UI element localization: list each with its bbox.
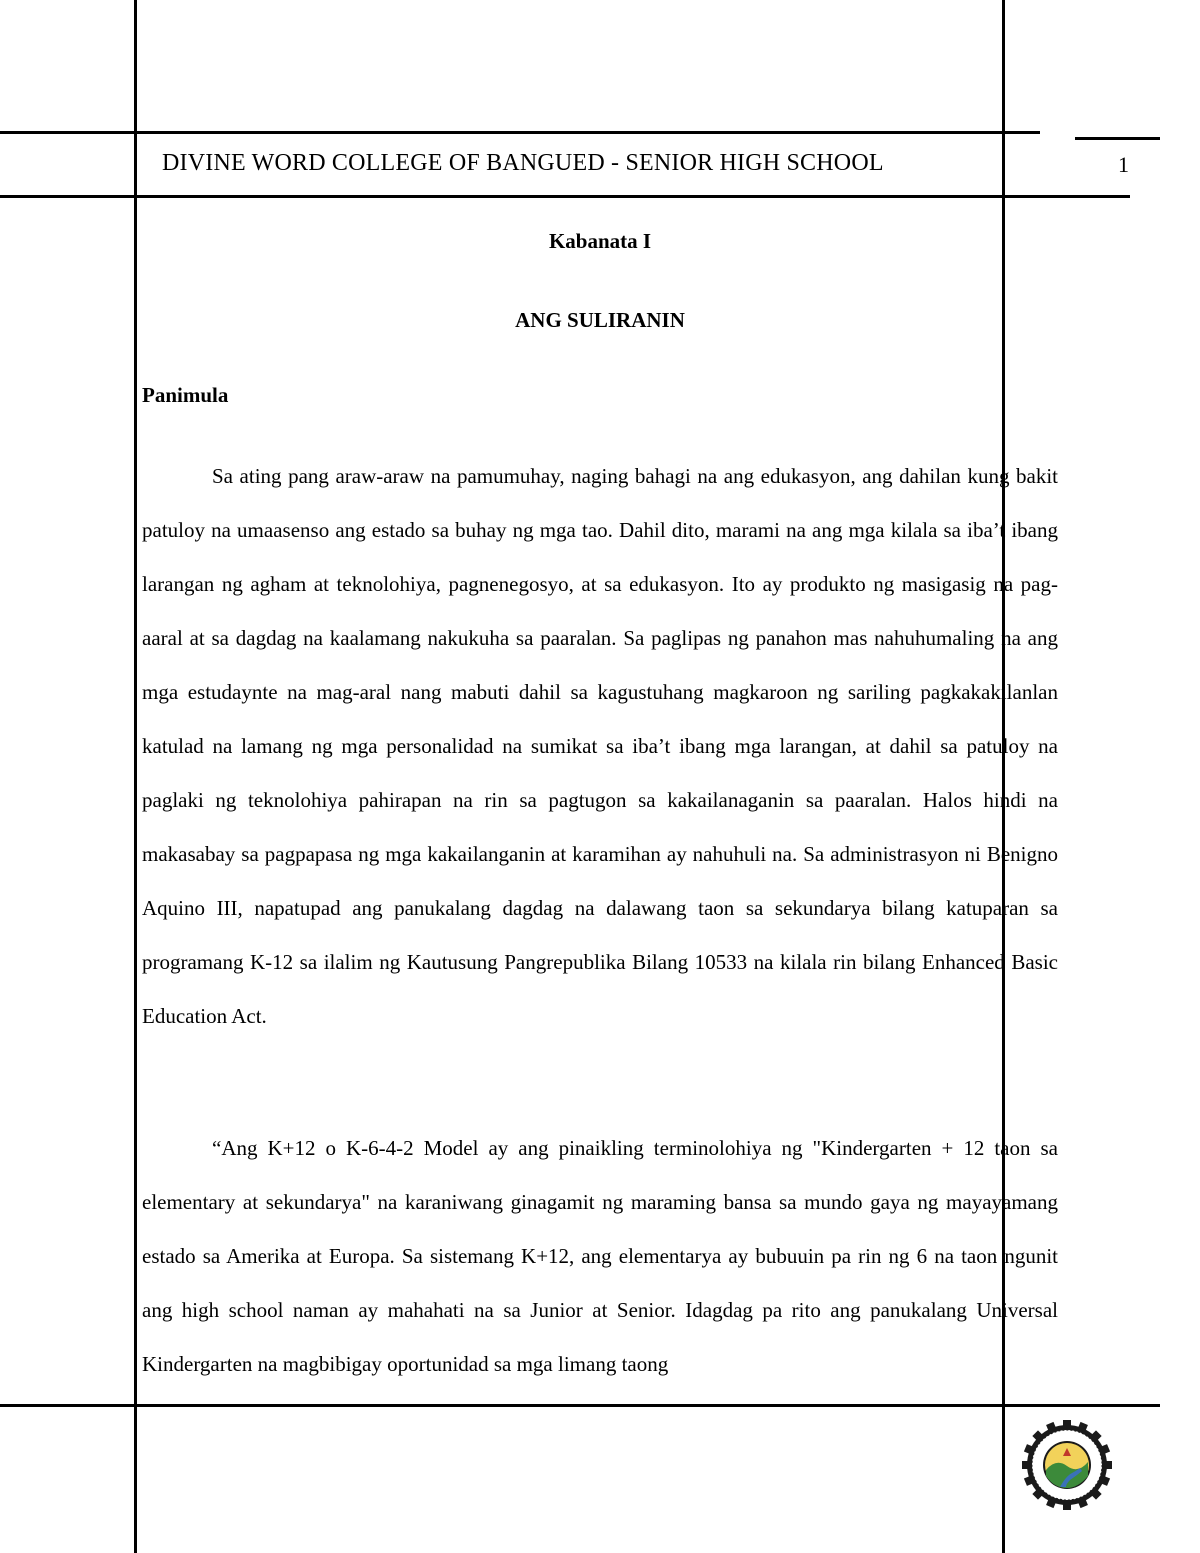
footer-rule (0, 1404, 1160, 1407)
chapter-number: Kabanata I (548, 229, 652, 253)
top-rule-right (1075, 137, 1160, 140)
page-number: 1 (1118, 152, 1129, 177)
header-bottom-rule (0, 195, 1130, 198)
document-header: DIVINE WORD COLLEGE OF BANGUED - SENIOR HIGH SCHOOL (162, 150, 884, 176)
school-seal-graphic (1020, 1418, 1114, 1512)
body-paragraph: “Ang K+12 o K-6-4-2 Model ay ang pinaikling terminolohiya ng "Kindergarten + 12 taon sa elementary at sekundarya" na karaniwang ginagamit ng maraming bansa sa mundo gaya ng mayayamang estado sa Amerika at Europa. Sa sistemang K+12, ang elementarya ay bubuuin pa rin ng 6 na taon ngunit ang high school naman ay mahahati na sa Junior at Senior. Idagdag pa rito ang panukalang Universal Kindergarten na magbibigay oportunidad sa mga limang taong (142, 1136, 1058, 1376)
body-paragraph: Sa ating pang araw-araw na pamumuhay, naging bahagi na ang edukasyon, ang dahilan kung bakit patuloy na umaasenso ang estado sa buhay ng mga tao. Dahil dito, marami na ang mga kilala sa iba’t ibang larangan ng agham at teknolohiya, pagnenegosyo, at sa edukasyon. Ito ay produkto ng masigasig na pag-aaral at sa dagdag na kaalamang nakukuha sa paaralan. Sa paglipas ng panahon mas nahuhumaling na ang mga estudaynte na mag-aral nang mabuti dahil sa kagustuhang magkaroon ng sariling pagkakakilanlan katulad na lamang ng mga personalidad na sumikat sa iba’t ibang mga larangan, at dahil sa patuloy na paglaki ng teknolohiya pahirapan na rin sa pagtugon sa kakailanaganin sa paaralan. Halos hindi na makasabay sa pagpapasa ng mga kakailanganin at karamihan ay nahuhuli na. Sa administrasyon ni Benigno Aquino III, napatupad ang panukalang dagdag na dalawang taon sa sekundarya bilang katuparan sa programang K-12 sa ilalim ng Kautusung Pangrepublika Bilang 10533 na kilala rin bilang Enhanced Basic Education Act. (142, 464, 1058, 1028)
section-heading: Panimula (142, 383, 229, 407)
school-seal-icon (1020, 1418, 1114, 1512)
chapter-title: ANG SULIRANIN (515, 308, 685, 332)
top-rule-left (0, 131, 1040, 134)
